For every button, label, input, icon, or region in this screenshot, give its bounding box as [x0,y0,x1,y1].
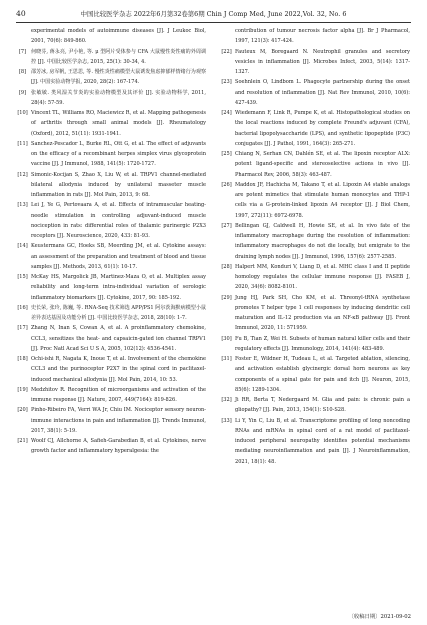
reference-text: Foster E, Wildner H, Tudeau L, et al. Targeted ablation, silencing, and activation establish glycinergic dorsal horn neurons as key components of a spinal gate for pain and itch [J]. Neuron, 2015, 85(6): 1289-1304. [235,356,410,393]
reference-text: Ochi-ishi R, Nagata K, Inoue T, et al. Involvement of the chemokine CCL3 and the purinoceptor P2X7 in the spinal cord in paclitaxel-induced mechanical allodynia [J]. Mol Pain, 2014, 10: 53. [31,356,206,383]
reference-entry [16,108,206,139]
reference-entry [16,385,206,406]
reference-entry [16,47,206,68]
reference-text: 史长荣, 张玲, 陈巍, 等. RNA-Seq 技术筛选 APP/PS1 阿尔茨海默病模型小鼠差异表达基因及功能分析 [J]. 中国比较医学杂志, 2018, 28(10): 1-7. [31,304,206,321]
reference-entry [16,200,206,241]
reference-entry [16,26,206,47]
reference-entry [16,323,206,354]
reference-column-left [16,26,206,457]
reference-number: [30] [221,335,232,342]
reference-entry [220,354,410,395]
reference-number: [24] [221,110,232,116]
reference-number: [17] [17,325,28,332]
reference-number: [27] [221,222,232,229]
reference-text: 张敏敏. 类风湿关节炎的实验动物模型及其评价 [J]. 实验动物科学, 2011, 28(4): 57-59. [31,89,206,106]
reference-entry [220,108,410,149]
reference-text: Simonic-Kocijan S, Zhao X, Liu W, et al. TRPV1 channel-mediated bilateral allodynia induced by unilateral masseter muscle inflammation in rats [J]. Mol Pain, 2013, 9: 68. [31,171,206,198]
reference-entry [220,293,410,334]
reference-text: Woolf CJ, Allchorne A, Safieh-Garabedian B, et al. Cytokines, nerve growth factor and inflammatory hyperalgesia: the [31,438,206,455]
reference-text: Li Y, Yin C, Liu B, et al. Transcriptome profiling of long noncoding RNAs and mRNAs in spinal cord of a rat model of paclitaxel-induced peripheral neuropathy identifies potential mechanisms mediating neuroinflammation and pain [J]. J Neuroinflammation, 2021, 18(1): 48. [235,417,410,465]
reference-entry [220,180,410,221]
reference-number: [26] [221,181,232,188]
reference-column-right [220,26,410,467]
reference-text: Zhang N, Inan S, Cowan A, et al. A proinflammatory chemokine, CCL3, sensitizes the heat- and capsaicin-gated ion channel TRPV1 [J]. Proc Natl Acad Sci U S A, 2005, 102(12): 4536-4541. [31,325,206,352]
reference-text: Halpert MM, Konduri V, Liang D, et al. MHC class I and II peptide homology regulates the cellular immune response [J]. FASEB J, 2020, 34(6): 8082-8101. [235,263,410,291]
reference-number: [31] [221,356,232,362]
reference-entry [220,47,410,78]
reference-number: [28] [221,263,232,270]
reference-entry [220,395,410,416]
reference-entry [220,334,410,355]
reference-text: Bellingan GJ, Caldwell H, Howie SE, et al. In vivo fate of the inflammatory macrophage during the resolution of inflammation: inflammatory macrophages do not die locally, but emigrate to the draining lymph nodes [J]. J Immunol, 1996, 157(6): 2577-2585. [235,222,410,260]
reference-number: [33] [221,417,232,424]
reference-text: Medzhitov R. Recognition of microorganisms and activation of the immune response [J]. Nature, 2007, 449(7164): 819-826. [31,386,206,403]
reference-number: [16] [17,304,28,311]
reference-number: [8] [18,69,27,75]
reference-number: [19] [17,386,28,393]
reference-text: Ji RR, Berta T, Nedergaard M. Glia and pain: is chronic pain a gliopathy? [J]. Pain, 2013, 154(1): S10-S28. [235,397,410,414]
journal-running-head: 中国比较医学杂志 2022年6月第32卷第6期 Chin J Comp Med, June 2022,Vol. 32, No. 6 [80,10,347,18]
reference-entry [220,77,410,108]
reference-number: [22] [221,48,232,55]
reference-entry [16,139,206,170]
reference-entry [220,416,410,467]
page-number: 40 [16,9,26,18]
reference-text: contribution of tumour necrosis factor alpha [J]. Br J Pharmacol, 1997, 121(3): 417-424. [235,28,410,45]
reference-entry [220,26,410,47]
reference-entry [16,88,206,109]
reference-text: Jung HJ, Park SH, Cho KM, et al. Threonyl-tRNA synthetase promotes T helper type 1 cell responses by inducing dendritic cell maturation and IL-12 production via an NF-κB pathway [J]. Front Immunol, 2020, 11: 571959. [235,294,410,332]
reference-entry [16,241,206,272]
reference-text: Chiang N, Serhan CN, Dahlén SE, et al. The lipoxin receptor ALX: potent ligand-specific and stereoselective actions in vivo [J]. Pharmacol Rev, 2006, 58(3): 463-487. [235,151,410,178]
reference-entry [16,405,206,436]
reference-number: [21] [17,438,28,444]
reference-entry [16,436,206,457]
reference-text: Lei J, Ye G, Pertovaara A, et al. Effects of intramuscular heating-needle stimulation in controlling adjuvant-induced muscle nociception in rats: differential roles of thalamic purinergic P2X3 receptors [J]. Neuroscience, 2020, 433: 81-93. [31,202,206,239]
header-rule [16,22,411,23]
reference-number: [10] [17,110,28,116]
reference-text: Soehnlein O, Lindbom L. Phagocyte partnership during the onset and resolution of inflammation [J]. Nat Rev Immunol, 2010, 10(6): 427-439. [235,79,410,106]
reference-text: Wiedemann F, Link R, Pumpe K, et al. Histopathological studies on the local reactions induced by complete Freund's adjuvant (CFA), bacterial lipopolysaccharide (LPS), and synthetic lipopeptide (P3C) conjugates [J]. J Pathol, 1991, 164(3): 265-271. [235,110,410,147]
reference-number: [20] [17,407,28,414]
reference-text: Pinho-Ribeiro FA, Verri WA Jr, Chiu IM. Nociceptor sensory neuron-immune interactions in pain and inflammation [J]. Trends Immunol, 2017, 38(1): 5-19. [31,407,206,434]
received-date: 〔收稿日期〕2021-09-02 [348,614,411,620]
reference-number: [13] [17,202,28,209]
reference-entry [16,303,206,324]
reference-number: [23] [221,79,232,86]
reference-number: [14] [17,243,28,250]
reference-entry [220,221,410,262]
page-header [16,6,411,22]
reference-number: [7] [18,48,27,55]
reference-entry [16,67,206,88]
reference-text: 何晓芬, 蒋永亮, 尹小艳, 等. μ 型阿片受体参与 CFA 大鼠慢性炎性痛的外周调控 [J]. 中国比较医学杂志, 2015, 25(1): 30-34, 4. [31,48,206,65]
reference-text: Fu B, Tian Z, Wei H. Subsets of human natural killer cells and their regulatory effects [J]. Immunology, 2014, 141(4): 483-489. [235,335,410,352]
reference-number: [32] [221,397,232,403]
reference-number: [9] [18,89,27,96]
reference-entry [16,170,206,201]
reference-entry [16,272,206,303]
reference-text: Maddox JF, Hachicha M, Takano T, et al. Lipoxin A4 stable analogs are potent mimetics that stimulate human monocytes and THP-1 cells via a G-protein-linked lipoxin A4 receptor [J]. J Biol Chem, 1997, 272(11): 6972-6978. [235,181,410,219]
reference-text: 邵芳冰, 房军帆, 王思思, 等. 慢性炎性痛模型大鼠诱发焦虑抑郁样情绪行为观察 [J]. 中国实验动物学报, 2020, 28(2): 167-174. [31,69,206,86]
reference-text: McKay HS, Margolick JB, Martinez-Maza O, et al. Multiplex assay reliability and long-term intra-individual variation of serologic inflammatory biomarkers [J]. Cytokine, 2017, 90: 185-192. [31,274,206,301]
reference-number: [25] [221,151,232,157]
reference-number: [29] [221,294,232,301]
reference-text: Keustermans GC, Hoeks SB, Meerding JM, et al. Cytokine assays: an assessment of the preparation and treatment of blood and tissue samples [J]. Methods, 2013, 61(1): 10-17. [31,243,206,270]
reference-number: [15] [17,274,28,280]
reference-text: experimental models of autoimmune diseases [J]. J Leukoc Biol, 2001, 70(6): 849-860. [31,28,206,45]
reference-number: [12] [17,171,28,178]
reference-number: [18] [17,356,28,362]
reference-text: Vincent TL, Williams RO, Maciewicz R, et al. Mapping pathogenesis of arthritis through small animal models [J]. Rheumatology (Oxford), 2012, 51(11): 1931-1941. [31,110,206,137]
reference-number: [11] [17,140,28,147]
reference-entry [16,354,206,385]
reference-entry [220,149,410,180]
reference-text: Sanchez-Pescador L, Burke RL, Ott G, et al. The effect of adjuvants on the efficacy of a recombinant herpes simplex virus glycoprotein vaccine [J]. J Immunol, 1988, 141(5): 1720-1727. [31,140,206,168]
reference-text: Fauteux M, Boregaard N. Neutrophil granules and secretory vesicles in inflammation [J]. Microbes Infect, 2003, 5(14): 1317-1327. [235,48,410,75]
reference-entry [220,262,410,293]
